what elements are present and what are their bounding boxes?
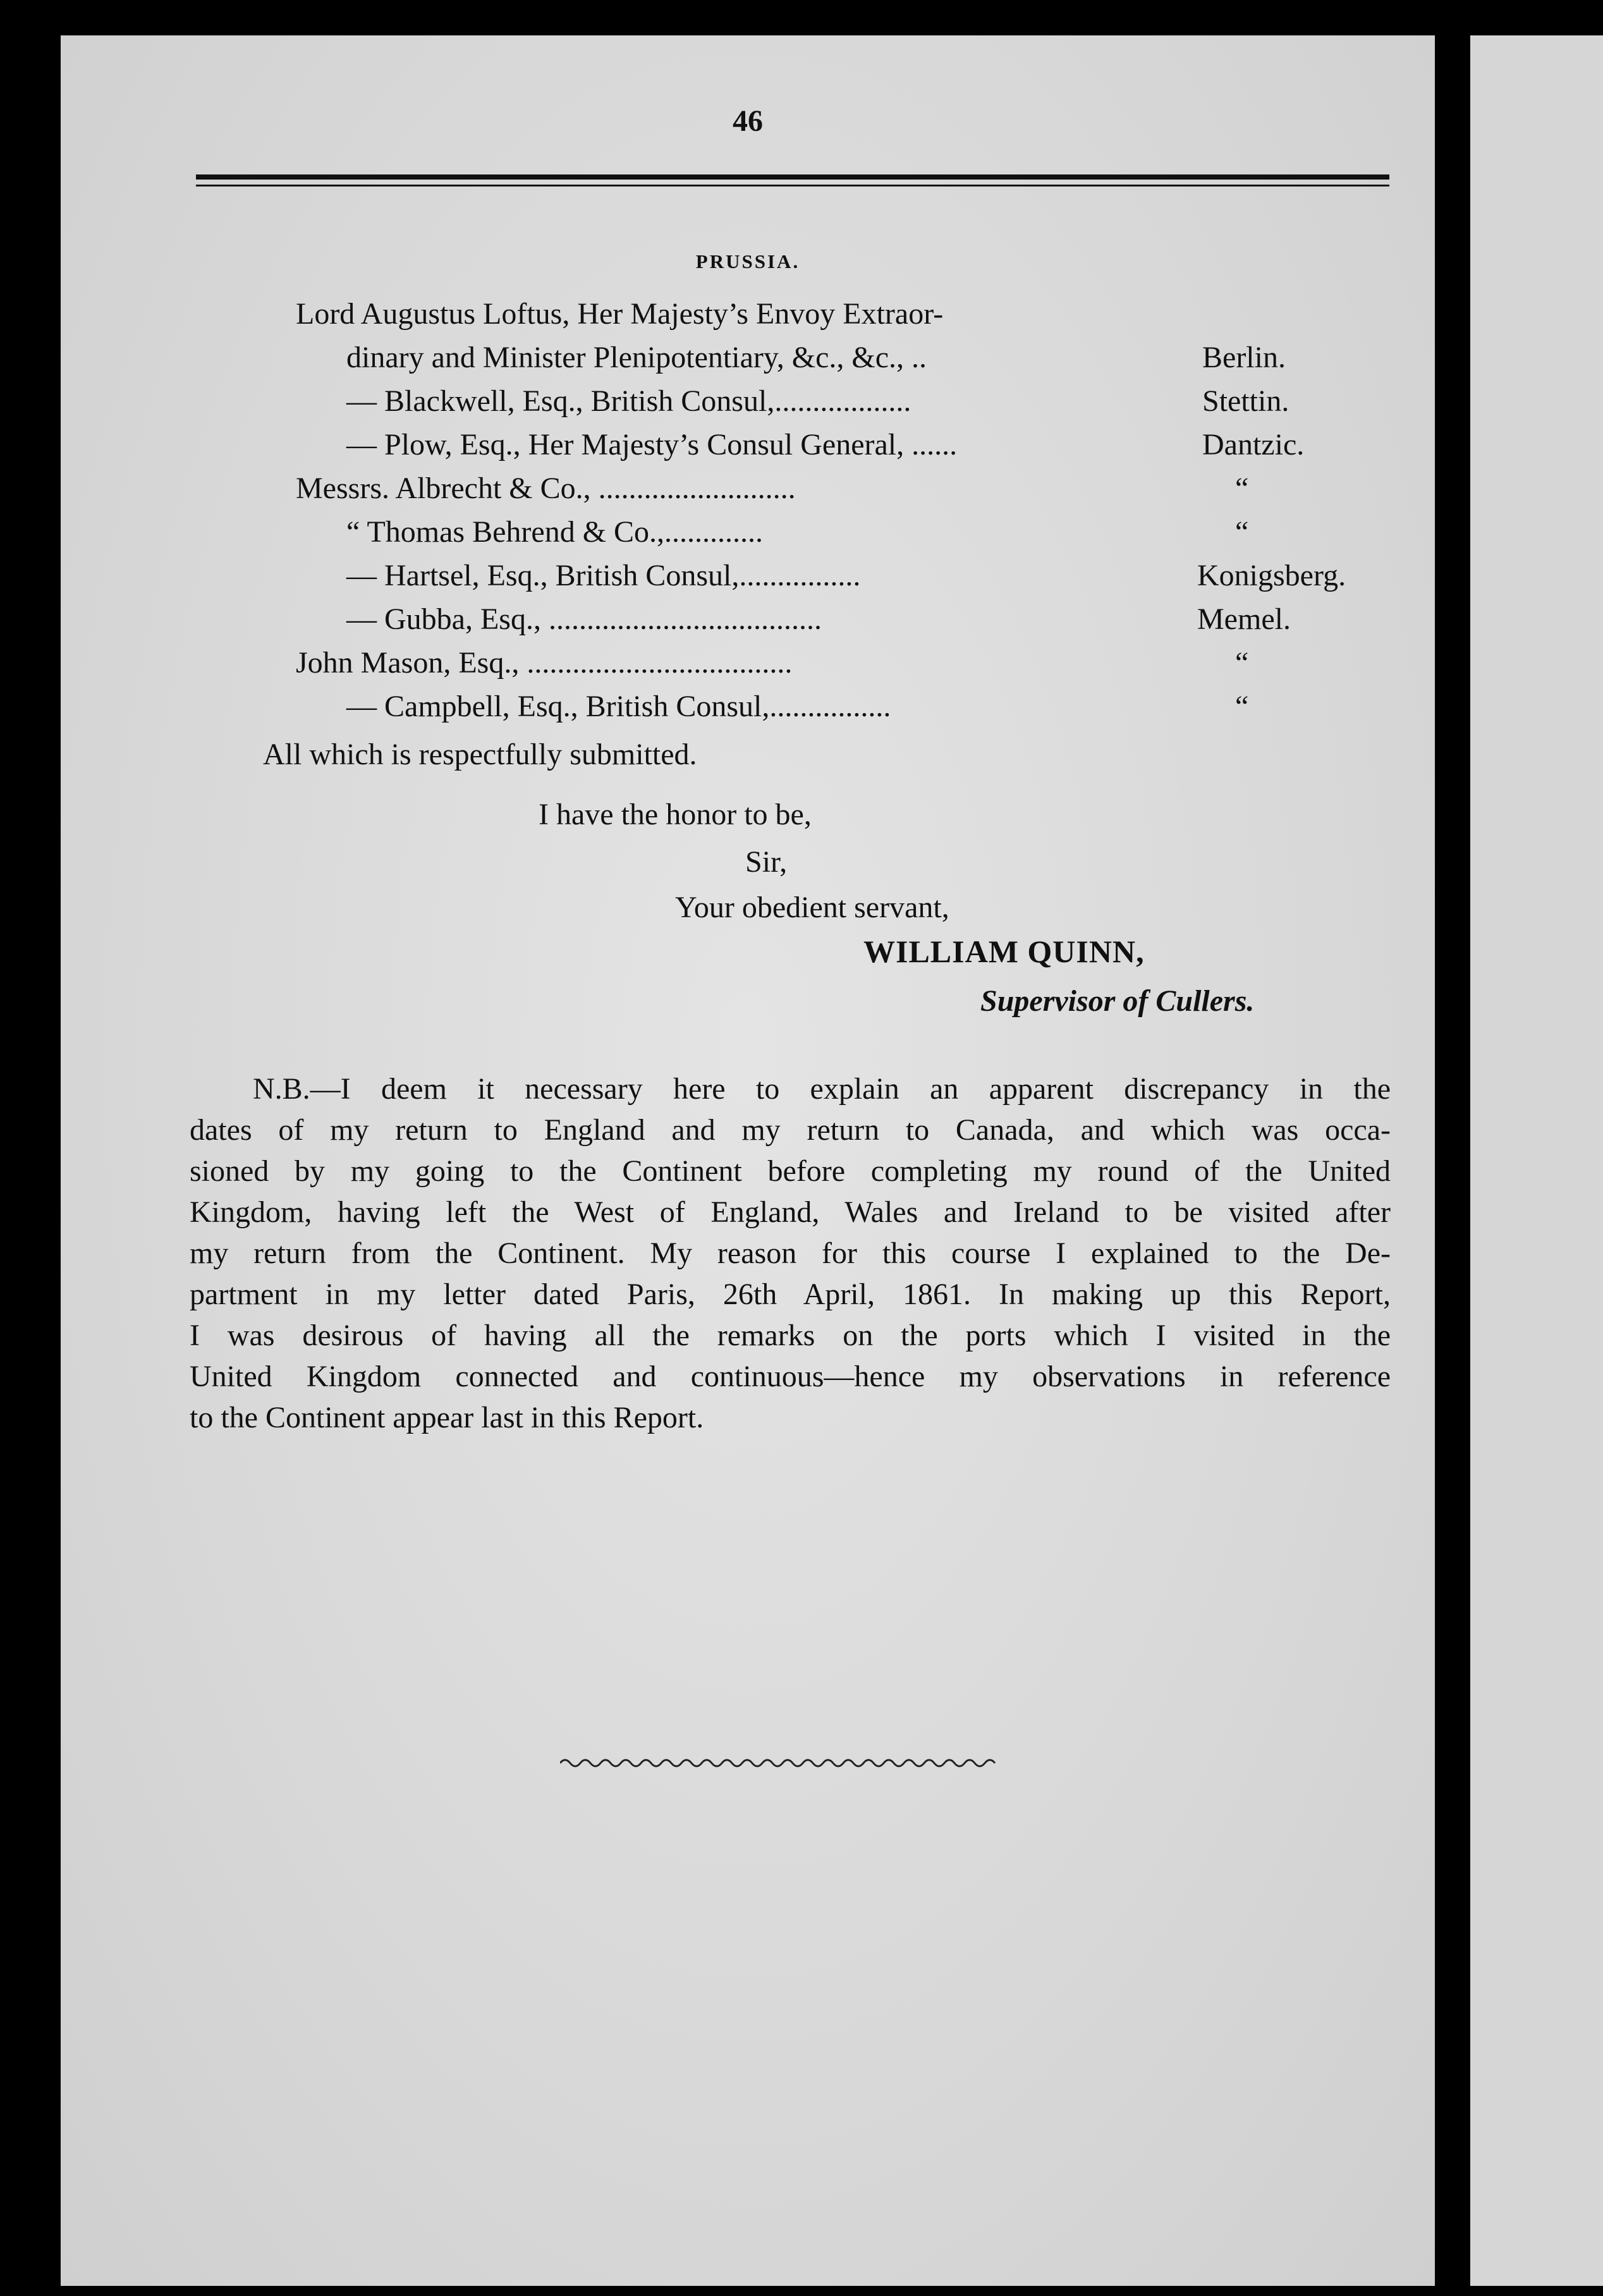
entry-place: “: [1235, 515, 1249, 549]
paragraph-line: United Kingdom connected and continuous—hence my observations in reference: [190, 1360, 1391, 1393]
paragraph-line: N.B.—I deem it necessary here to explain an apparent discrepancy in the: [253, 1072, 1391, 1106]
ornamental-divider: [560, 1754, 996, 1773]
adjacent-page-edge: [1470, 35, 1603, 2286]
paragraph-line: dates of my return to England and my return to Canada, and which was occa-: [190, 1113, 1391, 1147]
consul-list: [296, 292, 1421, 728]
list-item: [296, 467, 1421, 510]
entry-place: Dantzic.: [1202, 428, 1305, 461]
list-item: [296, 379, 1421, 423]
list-item: [296, 597, 1421, 641]
entry-name: dinary and Minister Plenipotentiary, &c., &c., ..: [346, 341, 927, 374]
entry-place: “: [1235, 690, 1249, 723]
entry-place: Stettin.: [1202, 384, 1289, 418]
paragraph-line: my return from the Continent. My reason for this course I explained to the De-: [190, 1237, 1391, 1270]
salutation: Sir,: [745, 845, 788, 879]
header-rule-thin: [196, 185, 1389, 186]
page-number: 46: [733, 104, 763, 138]
entry-name: — Gubba, Esq., ....................................: [346, 602, 822, 636]
document-page: [61, 35, 1435, 2286]
list-item: [296, 292, 1421, 336]
paragraph-line: I was desirous of having all the remarks on the ports which I visited in the: [190, 1319, 1391, 1352]
entry-place: “: [1235, 646, 1249, 680]
paragraph-line: to the Continent appear last in this Report.: [190, 1401, 704, 1434]
list-item: [296, 641, 1421, 685]
signature-name: WILLIAM QUINN,: [863, 934, 1145, 969]
paragraph-line: sioned by my going to the Continent before completing my round of the United: [190, 1154, 1391, 1188]
entry-name: Lord Augustus Loftus, Her Majesty’s Envoy Extraor-: [296, 297, 944, 331]
entry-place: Berlin.: [1202, 341, 1286, 374]
entry-name: — Blackwell, Esq., British Consul,..................: [346, 384, 911, 418]
entry-place: “: [1235, 472, 1249, 505]
entry-name: “ Thomas Behrend & Co.,.............: [346, 515, 764, 549]
list-item: [296, 510, 1421, 554]
entry-name: John Mason, Esq., ...................................: [296, 646, 793, 680]
entry-name: — Plow, Esq., Her Majesty’s Consul General, ......: [346, 428, 958, 461]
entry-place: Memel.: [1197, 602, 1291, 636]
signature-title: Supervisor of Cullers.: [980, 984, 1255, 1018]
honor-line: I have the honor to be,: [539, 798, 812, 831]
entry-place: Konigsberg.: [1197, 559, 1346, 592]
paragraph-line: partment in my letter dated Paris, 26th April, 1861. In making up this Report,: [190, 1278, 1391, 1311]
valediction: Your obedient servant,: [675, 891, 949, 924]
list-item: [296, 685, 1421, 728]
nb-paragraph: [190, 1068, 1391, 1438]
list-item: [296, 336, 1421, 379]
list-item: [296, 554, 1421, 597]
entry-name: — Campbell, Esq., British Consul,................: [346, 690, 891, 723]
entry-name: — Hartsel, Esq., British Consul,................: [346, 559, 861, 592]
header-rule-thick: [196, 174, 1389, 180]
entry-name: Messrs. Albrecht & Co., ..........................: [296, 472, 796, 505]
section-heading: PRUSSIA.: [695, 250, 800, 272]
paragraph-line: Kingdom, having left the West of England, Wales and Ireland to be visited after: [190, 1195, 1391, 1229]
list-item: [296, 423, 1421, 467]
submitted-line: All which is respectfully submitted.: [263, 738, 697, 771]
